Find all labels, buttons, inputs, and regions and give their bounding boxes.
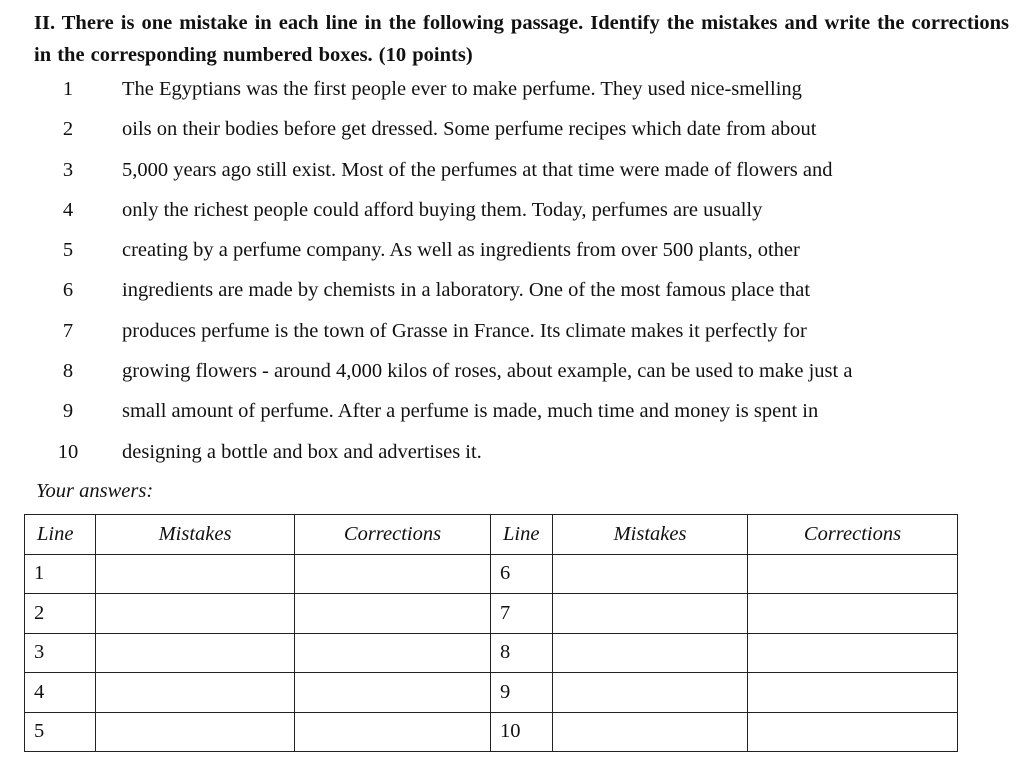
line-text: creating by a perfume company. As well as ingredients from over 500 plants, other xyxy=(122,239,800,262)
header-corrections: Corrections xyxy=(295,515,491,555)
correction-cell[interactable] xyxy=(748,633,958,673)
line-number: 2 xyxy=(62,118,74,141)
passage-line xyxy=(0,157,1024,197)
passage-line xyxy=(0,116,1024,156)
header-mistakes: Mistakes xyxy=(96,515,295,555)
mistake-cell[interactable] xyxy=(96,673,295,713)
passage-line xyxy=(0,277,1024,317)
line-text: oils on their bodies before get dressed. Some perfume recipes which date from about xyxy=(122,118,817,141)
line-number-cell: 6 xyxy=(491,554,553,594)
table-row xyxy=(25,594,958,634)
correction-cell[interactable] xyxy=(748,673,958,713)
mistake-cell[interactable] xyxy=(553,673,748,713)
mistake-cell[interactable] xyxy=(553,554,748,594)
correction-cell[interactable] xyxy=(748,554,958,594)
line-text: designing a bottle and box and advertises it. xyxy=(122,440,482,463)
passage-line xyxy=(0,197,1024,237)
mistake-cell[interactable] xyxy=(553,594,748,634)
exercise-instructions: II. There is one mistake in each line in the following passage. Identify the mistakes and write the corrections in the corresponding numbered boxes. (10 points) xyxy=(34,12,1009,66)
line-text: small amount of perfume. After a perfume is made, much time and money is spent in xyxy=(122,400,819,423)
line-text: produces perfume is the town of Grasse in France. Its climate makes it perfectly for xyxy=(122,319,807,342)
mistake-cell[interactable] xyxy=(553,633,748,673)
line-number: 1 xyxy=(62,78,74,100)
line-text: growing flowers - around 4,000 kilos of roses, about example, can be used to make just a xyxy=(122,360,853,383)
correction-cell[interactable] xyxy=(295,633,491,673)
line-number: 9 xyxy=(62,400,74,423)
mistake-cell[interactable] xyxy=(96,594,295,634)
line-number: 4 xyxy=(62,198,74,221)
correction-cell[interactable] xyxy=(295,594,491,634)
line-number-cell: 7 xyxy=(491,594,553,634)
line-number: 8 xyxy=(62,360,74,383)
line-text: The Egyptians was the first people ever to make perfume. They used nice-smelling xyxy=(122,78,802,100)
line-number: 6 xyxy=(62,279,74,302)
passage-line xyxy=(0,76,1024,116)
line-number-cell: 3 xyxy=(25,633,96,673)
table-row xyxy=(25,633,958,673)
line-number-cell: 4 xyxy=(25,673,96,713)
passage-line xyxy=(0,439,1024,479)
passage-line xyxy=(0,237,1024,277)
line-text: only the richest people could afford buying them. Today, perfumes are usually xyxy=(122,198,763,221)
line-number-cell: 5 xyxy=(25,712,96,752)
line-number: 10 xyxy=(57,440,79,463)
table-header-row xyxy=(25,515,958,555)
mistake-cell[interactable] xyxy=(553,712,748,752)
line-number-cell: 8 xyxy=(491,633,553,673)
line-text: 5,000 years ago still exist. Most of the perfumes at that time were made of flowers and xyxy=(122,158,833,181)
mistake-cell[interactable] xyxy=(96,712,295,752)
line-number: 3 xyxy=(62,158,74,181)
header-corrections: Corrections xyxy=(748,515,958,555)
correction-cell[interactable] xyxy=(748,594,958,634)
header-line: Line xyxy=(25,515,96,555)
header-mistakes: Mistakes xyxy=(553,515,748,555)
mistake-cell[interactable] xyxy=(96,554,295,594)
correction-cell[interactable] xyxy=(748,712,958,752)
passage xyxy=(0,76,1024,479)
passage-line xyxy=(0,358,1024,398)
line-text: ingredients are made by chemists in a laboratory. One of the most famous place that xyxy=(122,279,811,302)
line-number-cell: 10 xyxy=(491,712,553,752)
line-number: 5 xyxy=(62,239,74,262)
header-line: Line xyxy=(491,515,553,555)
mistake-cell[interactable] xyxy=(96,633,295,673)
line-number-cell: 1 xyxy=(25,554,96,594)
correction-cell[interactable] xyxy=(295,712,491,752)
answers-label: Your answers: xyxy=(36,480,154,502)
line-number-cell: 9 xyxy=(491,673,553,713)
line-number: 7 xyxy=(62,319,74,342)
correction-cell[interactable] xyxy=(295,554,491,594)
table-row xyxy=(25,712,958,752)
passage-line xyxy=(0,398,1024,438)
table-row xyxy=(25,554,958,594)
passage-line xyxy=(0,318,1024,358)
line-number-cell: 2 xyxy=(25,594,96,634)
correction-cell[interactable] xyxy=(295,673,491,713)
answers-table xyxy=(24,514,958,752)
table-row xyxy=(25,673,958,713)
